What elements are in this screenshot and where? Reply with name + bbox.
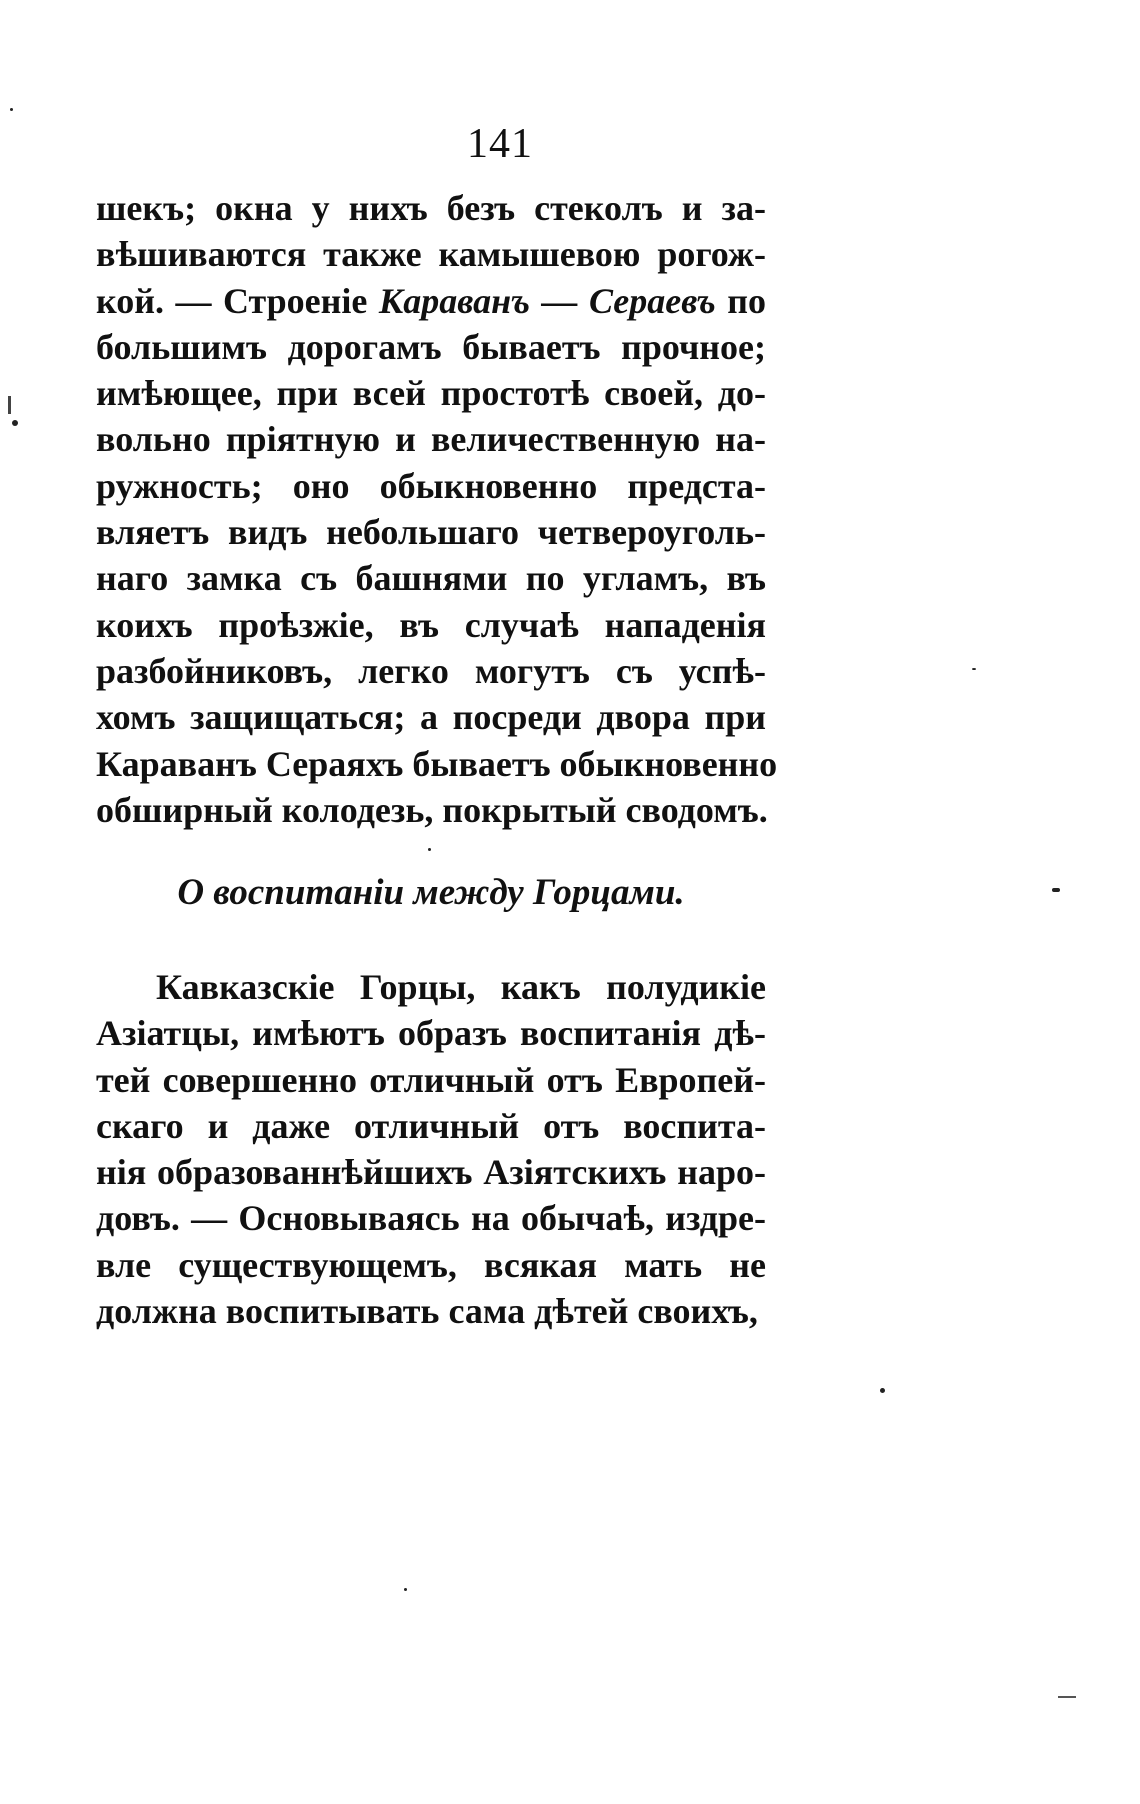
text-line: скаго и даже отличный отъ воспита- [96,1105,766,1146]
text-line: наго замка съ башнями по угламъ, въ [96,558,766,599]
text-line: большимъ дорогамъ бываетъ прочное; [96,326,766,367]
text-line: Кавказскіе Горцы, какъ полудикіе [156,967,766,1007]
text-line: имѣющее, при всей простотѣ своей, до- [96,373,766,414]
text-line: Азіатцы, имѣютъ образъ воспитанія дѣ- [96,1013,766,1054]
italic-term: Караванъ — Сераевъ [378,280,716,321]
scan-speck [10,108,13,111]
text-line: хомъ защищаться; а посреди двора при [96,697,766,738]
text-line: вѣшиваются также камышевою рогож- [96,234,766,275]
scan-speck [972,668,976,670]
text-line: должна воспитывать сама дѣтей своихъ, [96,1291,758,1332]
scan-mark [1058,1696,1076,1698]
text-line: тей совершенно отличный отъ Европей- [96,1059,766,1100]
paragraph-upbringing [96,964,766,1334]
text-line: вле существующемъ, всякая мать не [96,1244,766,1285]
scan-mark [8,396,11,414]
text-line-start: кой. — Строеніе [96,280,379,321]
text-line: шекъ; окна у нихъ безъ стеколъ и за- [96,188,766,228]
scan-speck [1052,888,1060,892]
scan-speck [404,1588,407,1591]
text-line: Караванъ Сераяхъ бываетъ обыкновенно [96,743,778,784]
text-line: вольно пріятную и величественную на- [96,419,766,460]
section-heading: О воспитаніи между Горцами. [177,872,685,913]
page-number: 141 [467,121,533,167]
text-line: разбойниковъ, легко могутъ съ успѣ- [96,650,766,691]
scan-speck [428,848,431,851]
scan-speck [880,1388,885,1393]
text-line: довъ. — Основываясь на обычаѣ, издре- [96,1198,766,1239]
scan-speck [12,420,18,426]
text-line: обширный колодезь, покрытый сводомъ. [96,789,768,830]
text-line: вляетъ видъ небольшаго четвероуголь- [96,512,766,553]
text-line-end: по [715,280,766,321]
paragraph-caravanserai [96,185,778,833]
text-line: ружность; оно обыкновенно предста- [96,465,766,506]
text-line [96,278,766,324]
text-line: нія образованнѣйшихъ Азіятскихъ наро- [96,1152,766,1193]
text-line: коихъ проѣзжіе, въ случаѣ нападенія [96,604,766,645]
